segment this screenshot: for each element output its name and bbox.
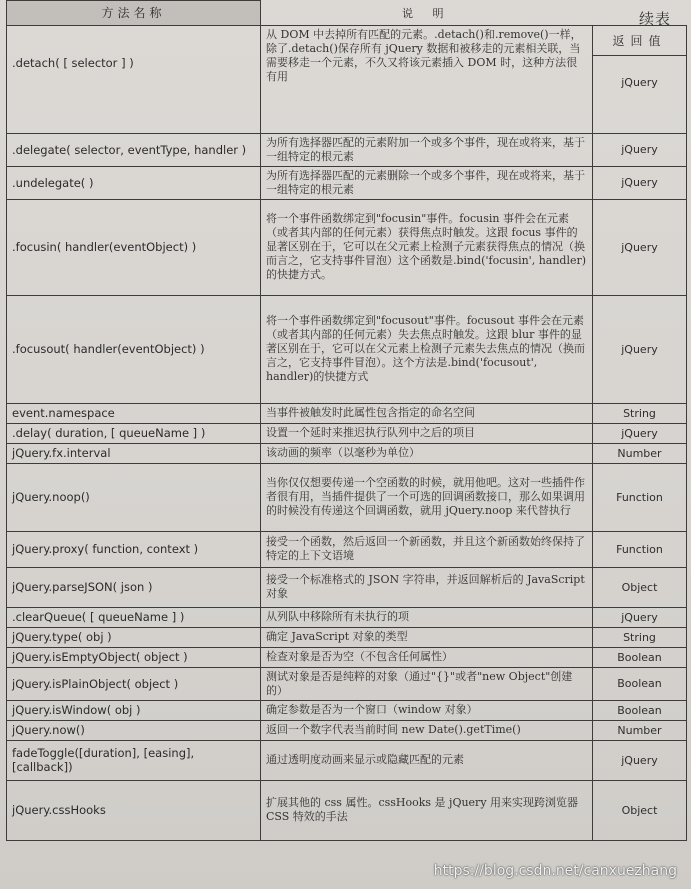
method-description: 为所有选择器匹配的元素附加一个或多个事件，现在或将来，基于一组特定的根元素 (261, 133, 593, 166)
method-name: jQuery.isEmptyObject( object ) (7, 647, 261, 667)
method-name: jQuery.isWindow( obj ) (7, 700, 261, 720)
table-row (7, 647, 687, 667)
method-description: 接受一个函数，然后返回一个新函数，并且这个新函数始终保持了特定的上下文语境 (261, 531, 593, 567)
method-name-header: 方法名称 (7, 1, 261, 26)
method-name: jQuery.now() (7, 720, 261, 740)
return-value-header: 返回值 (593, 26, 686, 56)
table-row (7, 463, 687, 531)
method-name: jQuery.type( obj ) (7, 627, 261, 647)
table-row (7, 607, 687, 627)
method-name: jQuery.parseJSON( json ) (7, 567, 261, 607)
return-value-text: jQuery (621, 75, 658, 89)
method-name: fadeToggle([duration], [easing], [callback]) (7, 740, 261, 780)
table-row (7, 25, 687, 133)
return-value: jQuery (593, 423, 687, 443)
method-description: 检查对象是否为空（不包含任何属性） (261, 647, 593, 667)
return-value: Object (593, 780, 687, 840)
method-description: 接受一个标准格式的 JSON 字符串，并返回解析后的 JavaScript 对象 (261, 567, 593, 607)
table-row (7, 531, 687, 567)
return-value: jQuery (593, 166, 687, 199)
return-value: Function (593, 531, 687, 567)
table-row (7, 720, 687, 740)
return-value: Boolean (593, 700, 687, 720)
table-row (7, 667, 687, 700)
method-description: 该动画的频率（以毫秒为单位） (261, 443, 593, 463)
return-value: Boolean (593, 647, 687, 667)
method-table (6, 0, 687, 841)
method-name: jQuery.cssHooks (7, 780, 261, 840)
description-text: 从 DOM 中去掉所有匹配的元素。.detach()和.remove()一样，除了.detach()保存所有 jQuery 数据和被移走的元素相关联，当需要移走一个元素，不久又将该元素插入 DOM 时，这种方法很有用 (266, 27, 582, 83)
method-description: 当事件被触发时此属性包含指定的命名空间 (261, 403, 593, 423)
table-row (7, 740, 687, 780)
method-name: .clearQueue( [ queueName ] ) (7, 607, 261, 627)
return-value: String (593, 403, 687, 423)
table-row (7, 403, 687, 423)
return-value: jQuery (593, 295, 687, 403)
method-name: .delegate( selector, eventType, handler ) (7, 133, 261, 166)
table-row (7, 166, 687, 199)
continued-label: 续表 (638, 10, 671, 28)
method-description (261, 25, 593, 133)
method-name: .focusin( handler(eventObject) ) (7, 199, 261, 295)
method-name: .delay( duration, [ queueName ] ) (7, 423, 261, 443)
return-value: Boolean (593, 667, 687, 700)
return-value: Number (593, 443, 687, 463)
method-name: jQuery.fx.interval (7, 443, 261, 463)
method-description: 返回一个数字代表当前时间 new Date().getTime() (261, 720, 593, 740)
method-description: 当你仅仅想要传递一个空函数的时候，就用他吧。这对一些插件作者很有用，当插件提供了一个可选的回调函数接口，那么如果调用的时候没有传递这个回调函数，就用 jQuery.noop 来代替执行 (261, 463, 593, 531)
table-row (7, 295, 687, 403)
method-description: 将一个事件函数绑定到"focusin"事件。focusin 事件会在元素（或者其内部的任何元素）获得焦点时触发。这跟 focus 事件的显著区别在于，它可以在父元素上检测子元素获得焦点的情况（换而言之，它支持事件冒泡）这个函数是.bind('focusin', handler)的快捷方式。 (261, 199, 593, 295)
table-body (7, 25, 687, 840)
method-description: 扩展其他的 css 属性。cssHooks 是 jQuery 用来实现跨浏览器 CSS 特效的手法 (261, 780, 593, 840)
return-value: jQuery (593, 133, 687, 166)
table-row (7, 567, 687, 607)
method-description: 确定 JavaScript 对象的类型 (261, 627, 593, 647)
description-header: 说 明 (402, 6, 452, 20)
table-row (7, 423, 687, 443)
method-description: 将一个事件函数绑定到"focusout"事件。focusout 事件会在元素（或者其内部的任何元素）失去焦点时触发。这跟 blur 事件的显著区别在于，它可以在父元素上检测子元素失去焦点的情况（换而言之，它支持事件冒泡）。这个方法是.bind('focusout', handler)的快捷方式 (261, 295, 593, 403)
return-value (593, 25, 687, 133)
method-description: 从列队中移除所有未执行的项 (261, 607, 593, 627)
method-name: jQuery.noop() (7, 463, 261, 531)
watermark: https://blog.csdn.net/canxuezhang (433, 863, 677, 879)
return-value: jQuery (593, 199, 687, 295)
method-description: 确定参数是否为一个窗口（window 对象） (261, 700, 593, 720)
table-row (7, 700, 687, 720)
table-row (7, 627, 687, 647)
method-description: 测试对象是否是纯粹的对象（通过"{}"或者"new Object"创建的） (261, 667, 593, 700)
return-value: Function (593, 463, 687, 531)
method-name: .undelegate( ) (7, 166, 261, 199)
method-description: 通过透明度动画来显示或隐藏匹配的元素 (261, 740, 593, 780)
table-row (7, 780, 687, 840)
return-value: Number (593, 720, 687, 740)
method-name: jQuery.proxy( function, context ) (7, 531, 261, 567)
method-description: 为所有选择器匹配的元素删除一个或多个事件，现在或将来，基于一组特定的根元素 (261, 166, 593, 199)
method-name: .detach( [ selector ] ) (7, 25, 261, 133)
return-value: jQuery (593, 740, 687, 780)
return-value: jQuery (593, 607, 687, 627)
method-name: .focusout( handler(eventObject) ) (7, 295, 261, 403)
method-name: event.namespace (7, 403, 261, 423)
return-value: Object (593, 567, 687, 607)
method-name: jQuery.isPlainObject( object ) (7, 667, 261, 700)
table-row (7, 199, 687, 295)
table-row (7, 443, 687, 463)
return-value: String (593, 627, 687, 647)
table-row (7, 133, 687, 166)
method-description: 设置一个延时来推迟执行队列中之后的项目 (261, 423, 593, 443)
